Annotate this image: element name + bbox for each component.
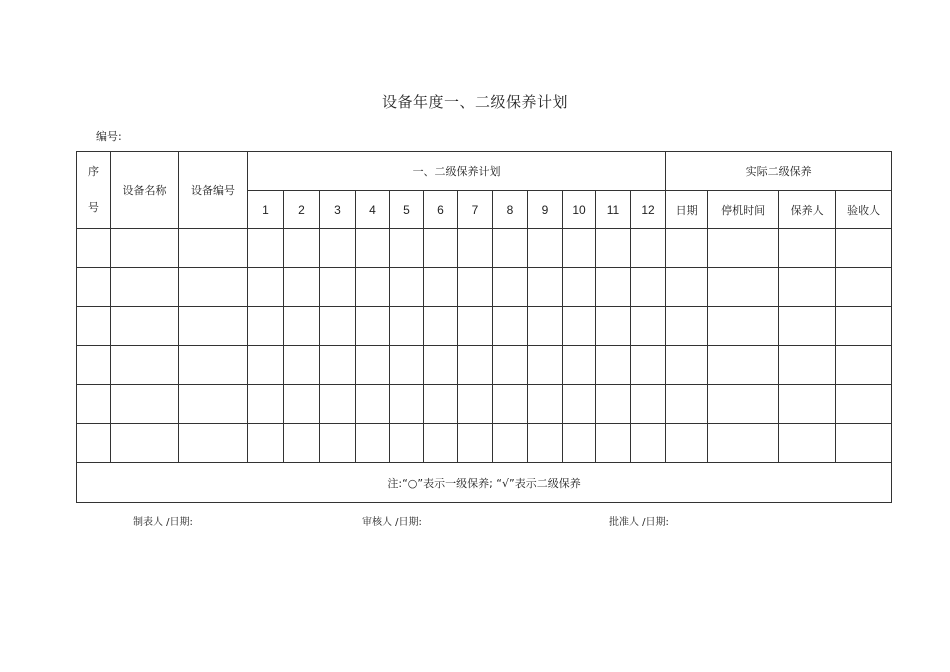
table-cell[interactable] [708,229,779,268]
table-cell[interactable] [320,229,356,268]
table-cell[interactable] [836,229,892,268]
table-cell[interactable] [356,346,390,385]
table-cell[interactable] [666,307,708,346]
table-cell[interactable] [528,229,563,268]
table-cell[interactable] [179,268,248,307]
table-cell[interactable] [111,385,179,424]
header-month: 3 [320,191,356,229]
header-plan-group: 一、二级保养计划 [248,152,666,191]
table-cell[interactable] [493,229,528,268]
table-cell[interactable] [77,346,111,385]
table-cell[interactable] [528,307,563,346]
header-month: 4 [356,191,390,229]
table-cell[interactable] [563,307,596,346]
table-cell[interactable] [779,346,836,385]
table-cell[interactable] [596,268,631,307]
table-cell[interactable] [493,268,528,307]
table-cell[interactable] [356,424,390,463]
table-cell[interactable] [320,424,356,463]
table-cell[interactable] [284,268,320,307]
table-cell[interactable] [836,424,892,463]
header-month: 9 [528,191,563,229]
table-row [77,385,892,424]
doc-number-label: 编号: [96,130,122,143]
table-cell[interactable] [666,229,708,268]
table-cell[interactable] [528,346,563,385]
header-actual-acceptor: 验收人 [836,191,892,229]
table-cell[interactable] [248,229,284,268]
table-cell[interactable] [528,268,563,307]
table-cell[interactable] [284,229,320,268]
footer-maker: 制表人 /日期: [133,517,193,528]
table-cell[interactable] [528,424,563,463]
table-cell[interactable] [77,307,111,346]
table-cell[interactable] [528,385,563,424]
table-cell[interactable] [356,229,390,268]
table-cell[interactable] [779,268,836,307]
note-text: 注:“○”表示一级保养; “√”表示二级保养 [77,463,892,503]
table-cell[interactable] [563,346,596,385]
table-cell[interactable] [284,307,320,346]
table-cell[interactable] [320,385,356,424]
table-cell[interactable] [424,307,458,346]
header-month: 12 [631,191,666,229]
table-cell[interactable] [248,268,284,307]
table-cell[interactable] [390,268,424,307]
footer-reviewer: 审核人 /日期: [362,517,422,528]
table-cell[interactable] [424,346,458,385]
table-cell[interactable] [779,229,836,268]
table-row [77,268,892,307]
table-cell[interactable] [356,385,390,424]
table-cell[interactable] [390,307,424,346]
table-cell[interactable] [458,346,493,385]
table-cell[interactable] [563,268,596,307]
table-cell[interactable] [563,385,596,424]
header-month: 1 [248,191,284,229]
table-cell[interactable] [111,307,179,346]
table-cell[interactable] [596,424,631,463]
note-row [77,463,892,503]
table-cell[interactable] [458,268,493,307]
table-cell[interactable] [631,346,666,385]
table-cell[interactable] [320,268,356,307]
header-month: 5 [390,191,424,229]
table-cell[interactable] [424,268,458,307]
header-actual-downtime: 停机时间 [708,191,779,229]
header-row-top [77,152,892,191]
table-cell[interactable] [77,385,111,424]
table-cell[interactable] [836,268,892,307]
table-row [77,346,892,385]
table-cell[interactable] [179,385,248,424]
header-seq-top: 序 [88,165,99,178]
table-cell[interactable] [666,385,708,424]
header-month: 10 [563,191,596,229]
table-cell[interactable] [111,346,179,385]
header-month: 8 [493,191,528,229]
header-month: 2 [284,191,320,229]
table-cell[interactable] [666,346,708,385]
table-cell[interactable] [779,385,836,424]
table-cell[interactable] [356,268,390,307]
table-cell[interactable] [836,307,892,346]
table-cell[interactable] [708,424,779,463]
table-cell[interactable] [836,385,892,424]
table-cell[interactable] [390,424,424,463]
table-cell[interactable] [111,424,179,463]
table-cell[interactable] [458,229,493,268]
footer-approver: 批准人 /日期: [609,517,669,528]
table-cell[interactable] [284,346,320,385]
table-cell[interactable] [493,424,528,463]
table-cell[interactable] [111,229,179,268]
table-cell[interactable] [390,346,424,385]
header-month: 7 [458,191,493,229]
table-cell[interactable] [596,385,631,424]
table-cell[interactable] [631,268,666,307]
header-seq [77,152,111,229]
header-actual-group: 实际二级保养 [666,152,892,191]
table-cell[interactable] [77,424,111,463]
header-actual-date: 日期 [666,191,708,229]
table-cell[interactable] [708,385,779,424]
table-cell[interactable] [320,346,356,385]
table-cell[interactable] [779,307,836,346]
table-cell[interactable] [596,346,631,385]
maintenance-plan-table [76,151,892,503]
table-cell[interactable] [248,424,284,463]
page-title: 设备年度一、二级保养计划 [381,93,568,111]
table-cell[interactable] [596,307,631,346]
table-cell[interactable] [248,346,284,385]
table-cell[interactable] [356,307,390,346]
table-cell[interactable] [493,385,528,424]
table-row [77,229,892,268]
table-cell[interactable] [179,424,248,463]
table-cell[interactable] [390,229,424,268]
table-row [77,424,892,463]
table-cell[interactable] [708,307,779,346]
table-cell[interactable] [631,229,666,268]
header-month: 11 [596,191,631,229]
header-month: 6 [424,191,458,229]
table-cell[interactable] [563,229,596,268]
table-cell[interactable] [779,424,836,463]
table-cell[interactable] [179,229,248,268]
table-cell[interactable] [836,346,892,385]
table-cell[interactable] [179,307,248,346]
table-cell[interactable] [458,307,493,346]
header-seq-bottom: 号 [88,201,99,214]
table-cell[interactable] [248,307,284,346]
table-row [77,307,892,346]
table-cell[interactable] [666,424,708,463]
table-cell[interactable] [424,424,458,463]
table-cell[interactable] [424,229,458,268]
table-cell[interactable] [708,346,779,385]
header-actual-maintainer: 保养人 [779,191,836,229]
table-cell[interactable] [390,385,424,424]
table-cell[interactable] [111,268,179,307]
table-cell[interactable] [458,385,493,424]
table-cell[interactable] [458,424,493,463]
table-cell[interactable] [77,229,111,268]
header-device-no: 设备编号 [179,152,248,229]
table-cell[interactable] [179,346,248,385]
table-cell[interactable] [284,424,320,463]
table-cell[interactable] [708,268,779,307]
table-cell[interactable] [248,385,284,424]
table-cell[interactable] [493,346,528,385]
table-cell[interactable] [424,385,458,424]
table-cell[interactable] [631,307,666,346]
table-cell[interactable] [77,268,111,307]
table-cell[interactable] [563,424,596,463]
table-cell[interactable] [493,307,528,346]
header-device-name: 设备名称 [111,152,179,229]
table-cell[interactable] [284,385,320,424]
table-cell[interactable] [666,268,708,307]
table-cell[interactable] [320,307,356,346]
table-cell[interactable] [596,229,631,268]
table-cell[interactable] [631,385,666,424]
table-cell[interactable] [631,424,666,463]
